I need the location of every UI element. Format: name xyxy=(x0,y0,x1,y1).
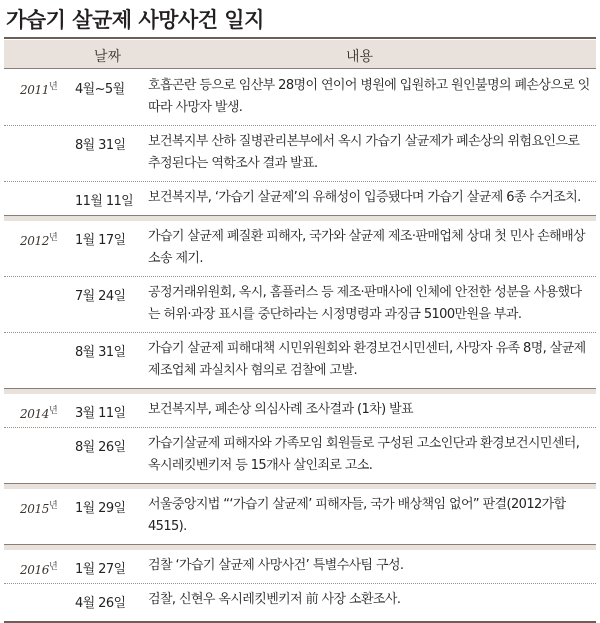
table-row xyxy=(4,489,596,544)
year-label: $2015^년$ xyxy=(20,501,58,516)
entry-content: 호흡곤란 등으로 임산부 28명이 연이어 병원에 입원하고 원인불명의 폐손상으로 잇따라 사망자 발생. xyxy=(148,78,590,115)
year-block-2014 xyxy=(4,394,596,483)
entry-content: 가습기 살균제 폐질환 피해자, 국가와 살균제 제조·판매업체 상대 첫 민사 손해배상소송 제기. xyxy=(148,229,586,266)
entry-content: 검찰 ‘가습기 살균제 사망사건’ 특별수사팀 구성. xyxy=(148,558,404,573)
column-header-content: 내용 xyxy=(346,49,374,65)
entry-content: 가습기살균제 피해자와 가족모임 회원들로 구성된 고소인단과 환경보건시민센터, 옥시레킷벤키저 등 15개사 살인죄로 고소. xyxy=(148,436,580,473)
table-row xyxy=(4,427,596,483)
table-row xyxy=(4,394,596,427)
entry-content: 공정거래위원회, 옥시, 홈플러스 등 제조·판매사에 인체에 안전한 성분을 사용했다는 허위·과장 표시를 중단하라는 시정명령과 과징금 5100만원을 부과. xyxy=(148,285,582,322)
table-row xyxy=(4,332,596,388)
entry-content: 보건복지부, 폐손상 의심사례 조사결과 (1차) 발표 xyxy=(148,402,414,417)
year-label: $2016^년$ xyxy=(20,562,58,577)
entry-date: 11월 11일 xyxy=(75,194,134,209)
title-divider xyxy=(4,37,596,39)
entry-content: 검찰, 신현우 옥시레킷벤키저 前 사장 소환조사. xyxy=(148,592,401,607)
entry-date: 7월 24일 xyxy=(75,289,126,304)
table-row xyxy=(4,583,596,617)
year-label: $2012^년$ xyxy=(20,233,58,248)
entry-date: 4월 26일 xyxy=(75,596,126,611)
entry-date: 4월~5월 xyxy=(75,82,125,97)
table-row xyxy=(4,181,596,215)
entry-content: 보건복지부 산하 질병관리본부에서 옥시 가습기 살균제가 폐손상의 위험요인으로 추정된다는 역학조사 결과 발표. xyxy=(148,134,580,171)
table-row xyxy=(4,221,596,276)
entry-date: 1월 29일 xyxy=(75,501,126,516)
table-header xyxy=(4,40,596,68)
timeline-table xyxy=(4,70,596,623)
year-block-2015 xyxy=(4,489,596,544)
entry-date: 1월 17일 xyxy=(75,233,126,248)
entry-date: 1월 27일 xyxy=(75,562,126,577)
year-block-2012 xyxy=(4,221,596,388)
table-row xyxy=(4,550,596,583)
year-label: $2011^년$ xyxy=(20,82,58,97)
table-row xyxy=(4,276,596,332)
entry-date: 8월 31일 xyxy=(75,345,126,360)
entry-content: 서울중앙지법 “‘가습기 살균제’ 피해자들, 국가 배상책임 없어” 판결(2012가합4515). xyxy=(148,497,566,534)
entry-date: 8월 31일 xyxy=(75,138,126,153)
table-row xyxy=(4,125,596,181)
year-label: $2014^년$ xyxy=(20,406,58,421)
column-header-date: 날짜 xyxy=(94,49,122,65)
year-block-2016 xyxy=(4,550,596,617)
entry-content: 가습기 살균제 피해대책 시민위원회와 환경보건시민센터, 사망자 유족 8명, 살균제 제조업체 과실치사 혐의로 검찰에 고발. xyxy=(148,341,586,378)
entry-date: 3월 11일 xyxy=(75,406,126,421)
year-block-2011 xyxy=(4,70,596,215)
page-title: 가습기 살균제 사망사건 일지 xyxy=(6,8,264,32)
entry-date: 8월 26일 xyxy=(75,440,126,455)
table-row xyxy=(4,70,596,125)
entry-content: 보건복지부, ‘가습기 살균제’의 유해성이 입증됐다며 가습기 살균제 6종 수거조치. xyxy=(148,190,581,205)
